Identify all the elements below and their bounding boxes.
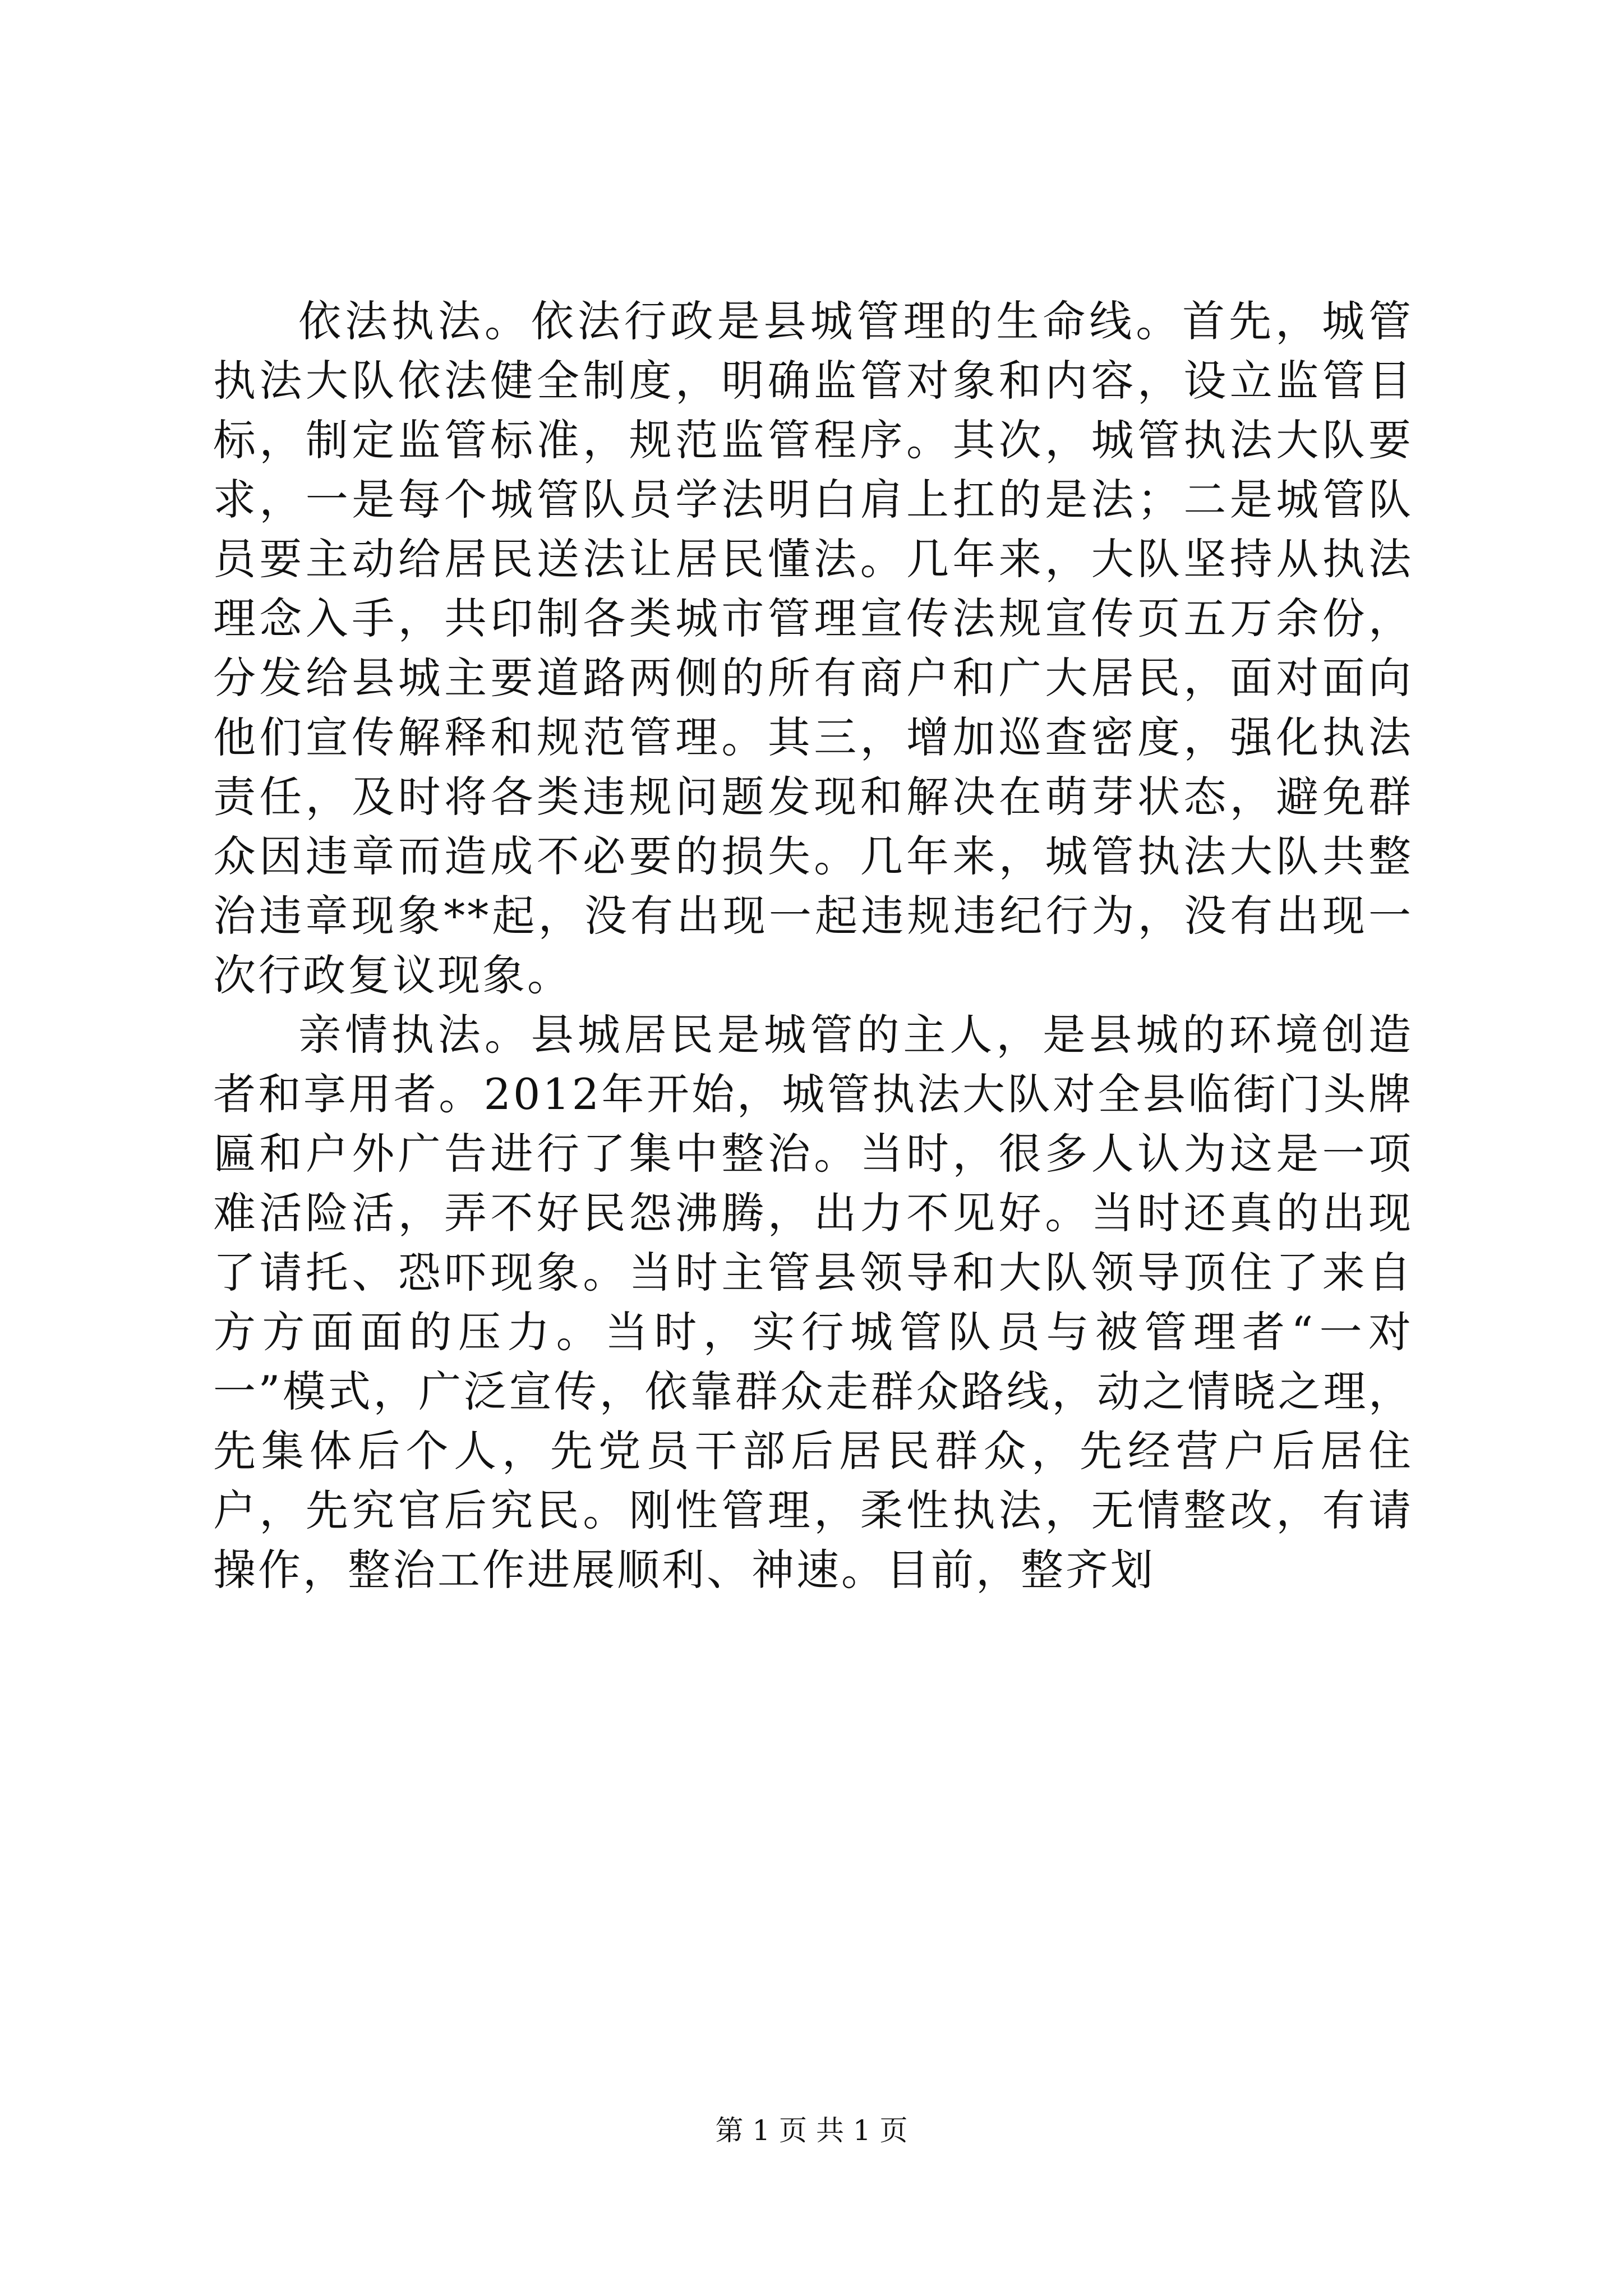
paragraph-lawful-enforcement: 依法执法。依法行政是县城管理的生命线。首先，城管执法大队依法健全制度，明确监管对象和内容，设立监管目标，制定监管标准，规范监管程序。其次，城管执法大队要求，一是每个城管队员学法明白肩上扛的是法；二是城管队员要主动给居民送法让居民懂法。几年来，大队坚持从执法理念入手，共印制各类城市管理宣传法规宣传页五万余份，分发给县城主要道路两侧的所有商户和广大居民，面对面向他们宣传解释和规范管理。其三，增加巡查密度，强化执法责任，及时将各类违规问题发现和解决在萌芽状态，避免群众因违章而造成不必要的损失。几年来，城管执法大队共整治违章现象**起，没有出现一起违规违纪行为，没有出现一次行政复议现象。 — [213, 296, 1413, 1000]
paragraph-affectionate-enforcement: 亲情执法。县城居民是城管的主人，是县城的环境创造者和享用者。2012年开始，城管执法大队对全县临街门头牌匾和户外广告进行了集中整治。当时，很多人认为这是一项难活险活，弄不好民怨沸腾，出力不见好。当时还真的出现了请托、恐吓现象。当时主管县领导和大队领导顶住了来自方方面面的压力。当时，实行城管队员与被管理者“一对一”模式，广泛宣传，依靠群众走群众路线，动之情晓之理，先集体后个人，先党员干部后居民群众，先经营户后居住户，先究官后究民。刚性管理，柔性执法，无情整改，有请操作，整治工作进展顺利、神速。目前，整齐划 — [213, 1010, 1413, 1595]
page-footer: 第 1 页 共 1 页 — [715, 2114, 908, 2147]
document-body — [213, 292, 1413, 1600]
